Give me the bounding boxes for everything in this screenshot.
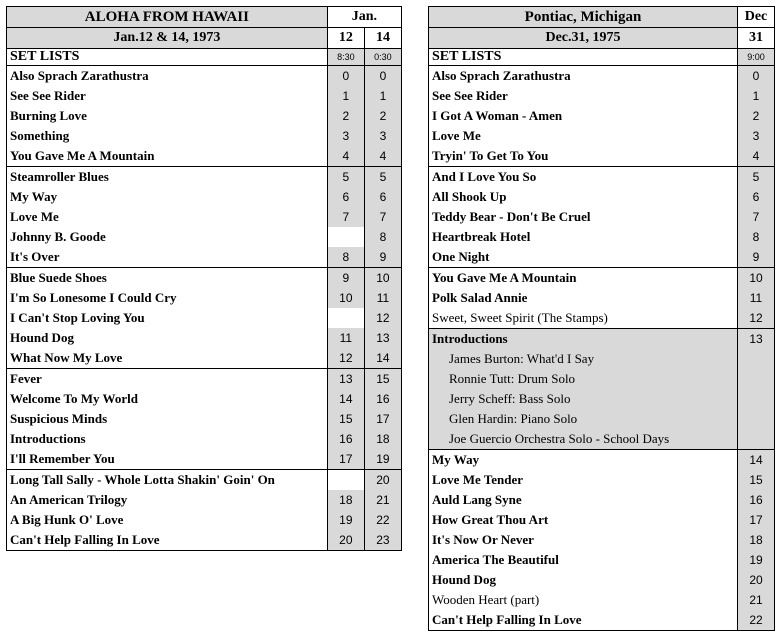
song-order-number: 21 — [364, 490, 401, 510]
song-title: See See Rider — [7, 86, 328, 106]
day-header: 14 — [364, 28, 401, 49]
setlist-row — [7, 409, 402, 429]
setlist-row — [429, 146, 775, 167]
song-title: My Way — [7, 187, 328, 207]
setlist-row — [7, 187, 402, 207]
song-order-number: 5 — [738, 167, 775, 188]
song-order-number: 9 — [364, 247, 401, 268]
song-title: Can't Help Falling In Love — [7, 530, 328, 551]
song-order-number: 8 — [364, 227, 401, 247]
show-time: 8:30 — [327, 49, 364, 66]
setlist-row — [7, 389, 402, 409]
setlist-row — [7, 510, 402, 530]
setlist-row — [7, 106, 402, 126]
song-order-number: 20 — [364, 470, 401, 491]
song-title: Johnny B. Goode — [7, 227, 328, 247]
song-order-number: 23 — [364, 530, 401, 551]
setlist-row — [429, 570, 775, 590]
setlist-row — [7, 490, 402, 510]
song-order-number: 19 — [364, 449, 401, 470]
song-order-number: 14 — [327, 389, 364, 409]
song-order-number: 12 — [738, 308, 775, 329]
song-title: You Gave Me A Mountain — [7, 146, 328, 167]
setlist-row — [429, 610, 775, 631]
song-title: Love Me Tender — [429, 470, 738, 490]
intro-sub-item: Glen Hardin: Piano Solo — [429, 409, 738, 429]
song-order-number: 9 — [738, 247, 775, 268]
song-title: Wooden Heart (part) — [429, 590, 738, 610]
song-title: America The Beautiful — [429, 550, 738, 570]
song-order-number: 6 — [364, 187, 401, 207]
song-order-number: 11 — [364, 288, 401, 308]
setlist-row — [429, 308, 775, 329]
song-order-number — [738, 429, 775, 450]
song-order-number: 4 — [738, 146, 775, 167]
song-order-number: 1 — [327, 86, 364, 106]
concert-title: ALOHA FROM HAWAII — [7, 7, 328, 28]
song-title: See See Rider — [429, 86, 738, 106]
song-order-number: 2 — [364, 106, 401, 126]
song-order-number: 16 — [738, 490, 775, 510]
song-order-number: 7 — [364, 207, 401, 227]
song-order-number: 0 — [327, 66, 364, 87]
song-order-number: 4 — [364, 146, 401, 167]
song-title: Love Me — [7, 207, 328, 227]
song-order-number: 14 — [364, 348, 401, 369]
song-order-number: 21 — [738, 590, 775, 610]
song-title: Introductions — [7, 429, 328, 449]
song-title: Sweet, Sweet Spirit (The Stamps) — [429, 308, 738, 329]
setlist-row — [7, 530, 402, 551]
song-title: Introductions — [429, 329, 738, 350]
set-lists-label: SET LISTS — [429, 49, 738, 66]
song-order-number: 12 — [327, 348, 364, 369]
setlist-row — [7, 369, 402, 390]
song-order-number: 8 — [738, 227, 775, 247]
song-order-number: 4 — [327, 146, 364, 167]
setlist-row — [7, 348, 402, 369]
aloha-setlist-table — [6, 6, 402, 551]
concert-title: Pontiac, Michigan — [429, 7, 738, 28]
setlist-row — [429, 389, 775, 409]
setlist-row — [7, 207, 402, 227]
song-order-number: 17 — [327, 449, 364, 470]
intro-sub-item: James Burton: What'd I Say — [429, 349, 738, 369]
setlist-row — [429, 550, 775, 570]
song-order-number: 1 — [738, 86, 775, 106]
set-lists-label: SET LISTS — [7, 49, 328, 66]
song-title: Auld Lang Syne — [429, 490, 738, 510]
month-header: Dec — [738, 7, 775, 28]
song-order-number: 18 — [327, 490, 364, 510]
setlist-row — [429, 470, 775, 490]
song-title: Love Me — [429, 126, 738, 146]
song-order-number — [738, 409, 775, 429]
song-title: And I Love You So — [429, 167, 738, 188]
setlist-row — [429, 329, 775, 350]
setlist-row — [7, 308, 402, 328]
song-order-number: 18 — [738, 530, 775, 550]
song-title: I'm So Lonesome I Could Cry — [7, 288, 328, 308]
song-order-number: 9 — [327, 268, 364, 289]
setlist-row — [429, 167, 775, 188]
setlist-row — [429, 126, 775, 146]
song-title: Can't Help Falling In Love — [429, 610, 738, 631]
song-order-number: 20 — [738, 570, 775, 590]
song-order-number: 11 — [738, 288, 775, 308]
song-title: Also Sprach Zarathustra — [7, 66, 328, 87]
song-order-number: 6 — [327, 187, 364, 207]
concert-dates: Dec.31, 1975 — [429, 28, 738, 49]
song-order-number: 10 — [364, 268, 401, 289]
song-title: Steamroller Blues — [7, 167, 328, 188]
song-title: Hound Dog — [7, 328, 328, 348]
setlist-row — [429, 349, 775, 369]
setlist-row — [429, 207, 775, 227]
song-title: Teddy Bear - Don't Be Cruel — [429, 207, 738, 227]
song-title: Long Tall Sally - Whole Lotta Shakin' Goin' On — [7, 470, 328, 491]
setlist-row — [429, 288, 775, 308]
setlist-row — [429, 66, 775, 87]
song-order-number: 2 — [738, 106, 775, 126]
setlist-row — [7, 449, 402, 470]
song-order-number: 0 — [738, 66, 775, 87]
song-order-number: 17 — [738, 510, 775, 530]
song-order-number: 13 — [738, 329, 775, 350]
setlist-row — [7, 328, 402, 348]
song-order-number: 19 — [738, 550, 775, 570]
song-order-number: 1 — [364, 86, 401, 106]
setlist-row — [429, 86, 775, 106]
song-title: It's Over — [7, 247, 328, 268]
setlist-row — [429, 530, 775, 550]
pontiac-setlist-table — [428, 6, 775, 631]
setlist-row — [7, 167, 402, 188]
song-order-number: 10 — [327, 288, 364, 308]
show-time: 0:30 — [364, 49, 401, 66]
song-title: An American Trilogy — [7, 490, 328, 510]
song-order-number — [738, 349, 775, 369]
song-title: Hound Dog — [429, 570, 738, 590]
song-order-number: 17 — [364, 409, 401, 429]
song-title: Also Sprach Zarathustra — [429, 66, 738, 87]
song-order-number: 12 — [364, 308, 401, 328]
song-order-number: 16 — [327, 429, 364, 449]
song-order-number: 8 — [327, 247, 364, 268]
setlist-row — [429, 450, 775, 471]
song-order-number: 3 — [738, 126, 775, 146]
setlist-row — [7, 86, 402, 106]
song-order-number: 14 — [738, 450, 775, 471]
song-title: Tryin' To Get To You — [429, 146, 738, 167]
concert-dates: Jan.12 & 14, 1973 — [7, 28, 328, 49]
setlist-row — [7, 470, 402, 491]
song-order-number — [327, 308, 364, 328]
setlist-row — [7, 247, 402, 268]
setlist-row — [429, 409, 775, 429]
song-order-number: 15 — [327, 409, 364, 429]
song-title: Welcome To My World — [7, 389, 328, 409]
song-order-number: 20 — [327, 530, 364, 551]
song-title: One Night — [429, 247, 738, 268]
song-title: Blue Suede Shoes — [7, 268, 328, 289]
setlist-row — [7, 288, 402, 308]
song-order-number: 5 — [327, 167, 364, 188]
song-title: It's Now Or Never — [429, 530, 738, 550]
setlist-row — [7, 429, 402, 449]
song-order-number: 2 — [327, 106, 364, 126]
setlist-row — [7, 268, 402, 289]
song-order-number: 3 — [364, 126, 401, 146]
song-title: Something — [7, 126, 328, 146]
setlist-row — [429, 247, 775, 268]
intro-sub-item: Jerry Scheff: Bass Solo — [429, 389, 738, 409]
setlist-row — [429, 590, 775, 610]
setlist-row — [429, 510, 775, 530]
song-title: Fever — [7, 369, 328, 390]
setlist-row — [429, 268, 775, 289]
song-order-number: 18 — [364, 429, 401, 449]
show-time: 9:00 — [738, 49, 775, 66]
setlist-row — [7, 227, 402, 247]
song-title: Polk Salad Annie — [429, 288, 738, 308]
song-title: What Now My Love — [7, 348, 328, 369]
month-header: Jan. — [327, 7, 401, 28]
song-title: I Got A Woman - Amen — [429, 106, 738, 126]
song-title: My Way — [429, 450, 738, 471]
song-order-number: 13 — [364, 328, 401, 348]
song-order-number: 16 — [364, 389, 401, 409]
song-order-number: 6 — [738, 187, 775, 207]
setlist-row — [429, 187, 775, 207]
song-order-number — [738, 389, 775, 409]
song-order-number — [327, 227, 364, 247]
song-title: You Gave Me A Mountain — [429, 268, 738, 289]
song-order-number: 10 — [738, 268, 775, 289]
song-title: I Can't Stop Loving You — [7, 308, 328, 328]
day-header: 31 — [738, 28, 775, 49]
setlist-row — [429, 490, 775, 510]
song-order-number: 22 — [738, 610, 775, 631]
song-order-number — [738, 369, 775, 389]
song-order-number: 7 — [327, 207, 364, 227]
song-title: Burning Love — [7, 106, 328, 126]
intro-sub-item: Joe Guercio Orchestra Solo - School Days — [429, 429, 738, 450]
song-order-number: 0 — [364, 66, 401, 87]
setlist-row — [7, 66, 402, 87]
song-order-number: 19 — [327, 510, 364, 530]
setlist-row — [7, 126, 402, 146]
song-order-number: 3 — [327, 126, 364, 146]
song-title: A Big Hunk O' Love — [7, 510, 328, 530]
setlist-row — [7, 146, 402, 167]
song-title: Suspicious Minds — [7, 409, 328, 429]
setlist-row — [429, 369, 775, 389]
song-title: How Great Thou Art — [429, 510, 738, 530]
song-order-number: 7 — [738, 207, 775, 227]
setlist-row — [429, 227, 775, 247]
song-order-number: 13 — [327, 369, 364, 390]
song-order-number: 15 — [738, 470, 775, 490]
setlist-row — [429, 429, 775, 450]
song-order-number: 5 — [364, 167, 401, 188]
song-order-number: 22 — [364, 510, 401, 530]
song-title: All Shook Up — [429, 187, 738, 207]
setlist-row — [429, 106, 775, 126]
song-order-number — [327, 470, 364, 491]
song-title: Heartbreak Hotel — [429, 227, 738, 247]
song-order-number: 11 — [327, 328, 364, 348]
day-header: 12 — [327, 28, 364, 49]
song-title: I'll Remember You — [7, 449, 328, 470]
song-order-number: 15 — [364, 369, 401, 390]
intro-sub-item: Ronnie Tutt: Drum Solo — [429, 369, 738, 389]
